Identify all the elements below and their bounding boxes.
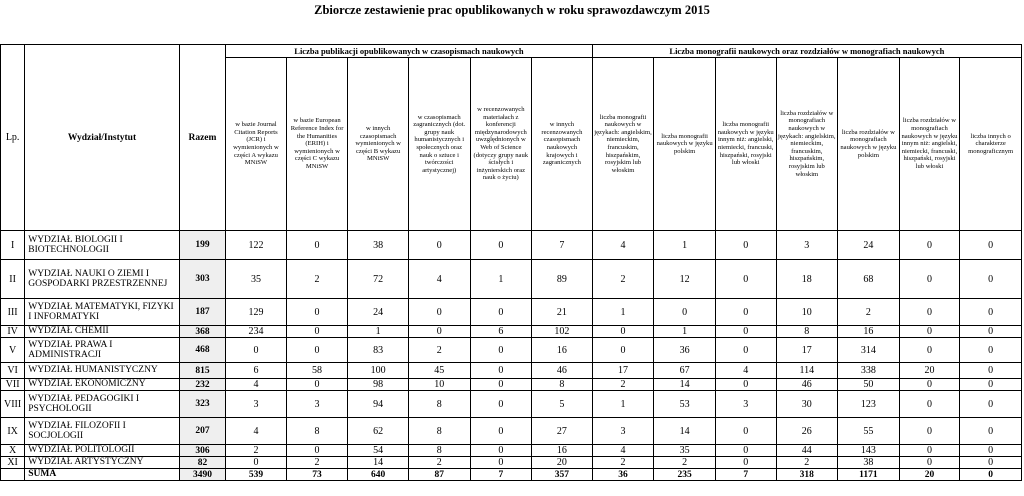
row-value: 55	[838, 418, 900, 445]
row-value: 44	[776, 445, 838, 457]
row-value: 89	[532, 260, 593, 299]
row-value: 0	[960, 260, 1022, 299]
row-value: 3	[226, 391, 287, 418]
row-value: 8	[408, 445, 470, 457]
row-value: 0	[408, 299, 470, 326]
row-value: 2	[838, 299, 900, 326]
row-value: 2	[592, 457, 654, 469]
row-value: 0	[899, 260, 960, 299]
publications-summary-table	[0, 44, 1022, 481]
row-value: 0	[960, 418, 1022, 445]
row-value: 10	[776, 299, 838, 326]
row-value: 58	[286, 363, 348, 379]
row-value: 1	[654, 231, 716, 260]
row-value: 0	[654, 299, 716, 326]
row-value: 1	[348, 326, 409, 338]
sum-value: 7	[715, 469, 776, 481]
table-row	[1, 379, 1022, 391]
row-value: 314	[838, 338, 900, 363]
header-column-7: liczba monografii naukowych w językach: angielskim, niemieckim, francuskim, hiszpańskim, rosyjskim lub włoskim	[592, 58, 654, 231]
row-value: 14	[654, 379, 716, 391]
row-lp: V	[1, 338, 25, 363]
row-value: 94	[348, 391, 409, 418]
row-name: WYDZIAŁ EKONOMICZNY	[25, 379, 180, 391]
row-value: 5	[532, 391, 593, 418]
row-razem: 323	[179, 391, 225, 418]
table-row	[1, 299, 1022, 326]
row-razem: 306	[179, 445, 225, 457]
table-row	[1, 326, 1022, 338]
row-value: 14	[348, 457, 409, 469]
sum-value: 640	[348, 469, 409, 481]
row-value: 0	[899, 379, 960, 391]
header-group-journals: Liczba publikacji opublikowanych w czasopismach naukowych	[226, 45, 593, 58]
row-value: 0	[715, 418, 776, 445]
row-value: 0	[715, 457, 776, 469]
row-lp: VI	[1, 363, 25, 379]
row-value: 0	[960, 445, 1022, 457]
header-column-10: liczba rozdziałów w monografiach naukowych w językach: angielskim, niemieckim, francuskim, hiszpańskim, rosyjskim lub włoskim	[776, 58, 838, 231]
row-value: 2	[408, 457, 470, 469]
row-value: 0	[960, 326, 1022, 338]
row-value: 114	[776, 363, 838, 379]
row-value: 100	[348, 363, 409, 379]
row-value: 1	[470, 260, 532, 299]
row-value: 0	[226, 457, 287, 469]
row-value: 4	[592, 445, 654, 457]
header-razem: Razem	[179, 45, 225, 231]
row-value: 0	[408, 231, 470, 260]
sum-lp	[1, 469, 25, 481]
row-value: 0	[470, 338, 532, 363]
row-value: 0	[899, 326, 960, 338]
row-value: 0	[470, 445, 532, 457]
row-value: 1	[592, 299, 654, 326]
row-value: 0	[960, 231, 1022, 260]
sum-value: 73	[286, 469, 348, 481]
row-value: 0	[899, 231, 960, 260]
row-value: 0	[960, 363, 1022, 379]
row-value: 0	[470, 457, 532, 469]
row-name: WYDZIAŁ FILOZOFII I SOCJOLOGII	[25, 418, 180, 445]
row-lp: IX	[1, 418, 25, 445]
row-value: 4	[408, 260, 470, 299]
row-value: 0	[470, 299, 532, 326]
row-value: 0	[715, 260, 776, 299]
row-value: 54	[348, 445, 409, 457]
header-wydzial: Wydział/Instytut	[25, 45, 180, 231]
row-value: 83	[348, 338, 409, 363]
sum-value: 7	[470, 469, 532, 481]
row-name: WYDZIAŁ MATEMATYKI, FIZYKI I INFORMATYKI	[25, 299, 180, 326]
header-column-8: liczba monografii naukowych w języku polskim	[654, 58, 716, 231]
row-lp: XI	[1, 457, 25, 469]
row-value: 0	[226, 338, 287, 363]
row-lp: VIII	[1, 391, 25, 418]
page-title: Zbiorcze zestawienie prac opublikowanych w roku sprawozdawczym 2015	[314, 3, 710, 17]
row-value: 2	[592, 260, 654, 299]
row-value: 68	[838, 260, 900, 299]
row-name: WYDZIAŁ CHEMII	[25, 326, 180, 338]
row-value: 2	[226, 445, 287, 457]
row-razem: 199	[179, 231, 225, 260]
row-value: 12	[654, 260, 716, 299]
header-column-9: liczba monografii naukowych w języku innym niż: angielski, niemiecki, francuski, hiszpański, rosyjski lub włoski	[715, 58, 776, 231]
row-value: 18	[776, 260, 838, 299]
row-value: 143	[838, 445, 900, 457]
row-value: 36	[654, 338, 716, 363]
header-column-4: w czasopismach zagranicznych (dot. grupy nauk humanistycznych i społecznych oraz nauk o sztuce i twórczości artystycznej)	[408, 58, 470, 231]
header-column-2: w bazie European Reference Index for the Humanities (ERIH) i wymienionych w części C wykazu MNiSW	[286, 58, 348, 231]
row-name: WYDZIAŁ PRAWA I ADMINISTRACJI	[25, 338, 180, 363]
row-name: WYDZIAŁ ARTYSTYCZNY	[25, 457, 180, 469]
row-value: 0	[960, 457, 1022, 469]
row-value: 38	[348, 231, 409, 260]
row-value: 14	[654, 418, 716, 445]
row-value: 0	[960, 391, 1022, 418]
header-column-6: w innych recenzowanych czasopismach naukowych krajowych i zagranicznych	[532, 58, 593, 231]
row-value: 0	[899, 445, 960, 457]
row-value: 0	[470, 391, 532, 418]
row-value: 21	[532, 299, 593, 326]
row-razem: 815	[179, 363, 225, 379]
table-row	[1, 445, 1022, 457]
row-value: 8	[408, 391, 470, 418]
row-value: 62	[348, 418, 409, 445]
row-value: 7	[532, 231, 593, 260]
row-value: 35	[654, 445, 716, 457]
header-column-3: w innych czasopismach wymienionych w części B wykazu MNiSW	[348, 58, 409, 231]
row-value: 16	[532, 445, 593, 457]
row-value: 0	[899, 391, 960, 418]
row-lp: I	[1, 231, 25, 260]
row-value: 53	[654, 391, 716, 418]
row-value: 16	[838, 326, 900, 338]
header-lp: Lp.	[1, 45, 25, 231]
row-value: 3	[592, 418, 654, 445]
row-value: 0	[899, 418, 960, 445]
row-value: 102	[532, 326, 593, 338]
row-value: 0	[470, 379, 532, 391]
row-value: 2	[286, 260, 348, 299]
table-row	[1, 363, 1022, 379]
row-razem: 232	[179, 379, 225, 391]
table-row	[1, 260, 1022, 299]
sum-value: 87	[408, 469, 470, 481]
row-lp: VII	[1, 379, 25, 391]
row-value: 98	[348, 379, 409, 391]
row-value: 0	[408, 326, 470, 338]
row-razem: 187	[179, 299, 225, 326]
row-value: 38	[838, 457, 900, 469]
row-value: 45	[408, 363, 470, 379]
row-value: 2	[408, 338, 470, 363]
header-column-12: liczba rozdziałów w monografiach naukowych w języku innym niż: angielski, niemiecki, francuski, hiszpański, rosyjski lub włoski	[899, 58, 960, 231]
row-name: WYDZIAŁ NAUKI O ZIEMI I GOSPODARKI PRZESTRZENNEJ	[25, 260, 180, 299]
row-value: 26	[776, 418, 838, 445]
row-value: 8	[532, 379, 593, 391]
row-value: 2	[592, 379, 654, 391]
row-value: 8	[408, 418, 470, 445]
header-column-5: w recenzowanych materiałach z konferencji międzynarodowych uwzględnionych w Web of Science (dotyczy grupy nauk ścisłych i inżynierskich oraz nauk o życiu)	[470, 58, 532, 231]
row-value: 0	[470, 418, 532, 445]
row-value: 4	[715, 363, 776, 379]
sum-value: 20	[899, 469, 960, 481]
sum-value: 539	[226, 469, 287, 481]
row-value: 24	[348, 299, 409, 326]
sum-value: 235	[654, 469, 716, 481]
row-value: 0	[286, 338, 348, 363]
row-value: 0	[592, 338, 654, 363]
row-value: 6	[226, 363, 287, 379]
row-value: 0	[715, 338, 776, 363]
row-value: 0	[899, 457, 960, 469]
row-value: 0	[286, 445, 348, 457]
row-value: 0	[715, 445, 776, 457]
row-value: 2	[776, 457, 838, 469]
sum-razem: 3490	[179, 469, 225, 481]
sum-value: 36	[592, 469, 654, 481]
row-value: 0	[286, 299, 348, 326]
row-value: 3	[715, 391, 776, 418]
header-column-11: liczba rozdziałów w monografiach naukowych w języku polskim	[838, 58, 900, 231]
row-value: 123	[838, 391, 900, 418]
row-value: 4	[226, 379, 287, 391]
row-value: 24	[838, 231, 900, 260]
row-value: 0	[470, 363, 532, 379]
table-row	[1, 231, 1022, 260]
row-name: WYDZIAŁ PEDAGOGIKI I PSYCHOLOGII	[25, 391, 180, 418]
header-group-monographs: Liczba monografii naukowych oraz rozdziałów w monografiach naukowych	[592, 45, 1021, 58]
row-value: 8	[286, 418, 348, 445]
row-lp: III	[1, 299, 25, 326]
row-value: 3	[776, 231, 838, 260]
row-value: 10	[408, 379, 470, 391]
row-value: 0	[899, 338, 960, 363]
row-value: 2	[654, 457, 716, 469]
row-razem: 468	[179, 338, 225, 363]
row-value: 6	[470, 326, 532, 338]
row-value: 0	[715, 326, 776, 338]
row-value: 67	[654, 363, 716, 379]
row-value: 122	[226, 231, 287, 260]
row-value: 0	[592, 326, 654, 338]
row-value: 46	[532, 363, 593, 379]
row-value: 30	[776, 391, 838, 418]
row-name: WYDZIAŁ BIOLOGII I BIOTECHNOLOGII	[25, 231, 180, 260]
row-value: 0	[960, 299, 1022, 326]
row-value: 0	[715, 379, 776, 391]
row-razem: 368	[179, 326, 225, 338]
row-value: 20	[899, 363, 960, 379]
row-value: 3	[286, 391, 348, 418]
row-value: 17	[592, 363, 654, 379]
row-value: 46	[776, 379, 838, 391]
table-row	[1, 457, 1022, 469]
sum-value: 0	[960, 469, 1022, 481]
row-value: 0	[899, 299, 960, 326]
row-value: 1	[654, 326, 716, 338]
row-value: 0	[286, 326, 348, 338]
row-value: 50	[838, 379, 900, 391]
row-value: 0	[715, 299, 776, 326]
row-value: 0	[286, 379, 348, 391]
sum-value: 357	[532, 469, 593, 481]
row-value: 0	[960, 379, 1022, 391]
row-razem: 82	[179, 457, 225, 469]
row-value: 129	[226, 299, 287, 326]
row-razem: 303	[179, 260, 225, 299]
row-value: 8	[776, 326, 838, 338]
row-lp: II	[1, 260, 25, 299]
row-value: 2	[286, 457, 348, 469]
table-row	[1, 338, 1022, 363]
sum-row	[1, 469, 1022, 481]
row-razem: 207	[179, 418, 225, 445]
row-lp: IV	[1, 326, 25, 338]
row-value: 0	[286, 231, 348, 260]
row-value: 72	[348, 260, 409, 299]
row-value: 4	[592, 231, 654, 260]
sum-value: 1171	[838, 469, 900, 481]
sum-value: 318	[776, 469, 838, 481]
row-value: 27	[532, 418, 593, 445]
row-name: WYDZIAŁ HUMANISTYCZNY	[25, 363, 180, 379]
table-row	[1, 418, 1022, 445]
row-lp: X	[1, 445, 25, 457]
table-row	[1, 391, 1022, 418]
row-value: 4	[226, 418, 287, 445]
row-value: 16	[532, 338, 593, 363]
sum-label: SUMA	[25, 469, 180, 481]
row-value: 0	[470, 231, 532, 260]
row-value: 0	[960, 338, 1022, 363]
row-value: 0	[715, 231, 776, 260]
row-name: WYDZIAŁ POLITOLOGII	[25, 445, 180, 457]
row-value: 234	[226, 326, 287, 338]
row-value: 1	[592, 391, 654, 418]
row-value: 35	[226, 260, 287, 299]
header-column-13: liczba innych o charakterze monograficznym	[960, 58, 1022, 231]
row-value: 338	[838, 363, 900, 379]
row-value: 20	[532, 457, 593, 469]
row-value: 17	[776, 338, 838, 363]
header-column-1: w bazie Journal Citation Reports (JCR) i wymienionych w części A wykazu MNiSW	[226, 58, 287, 231]
